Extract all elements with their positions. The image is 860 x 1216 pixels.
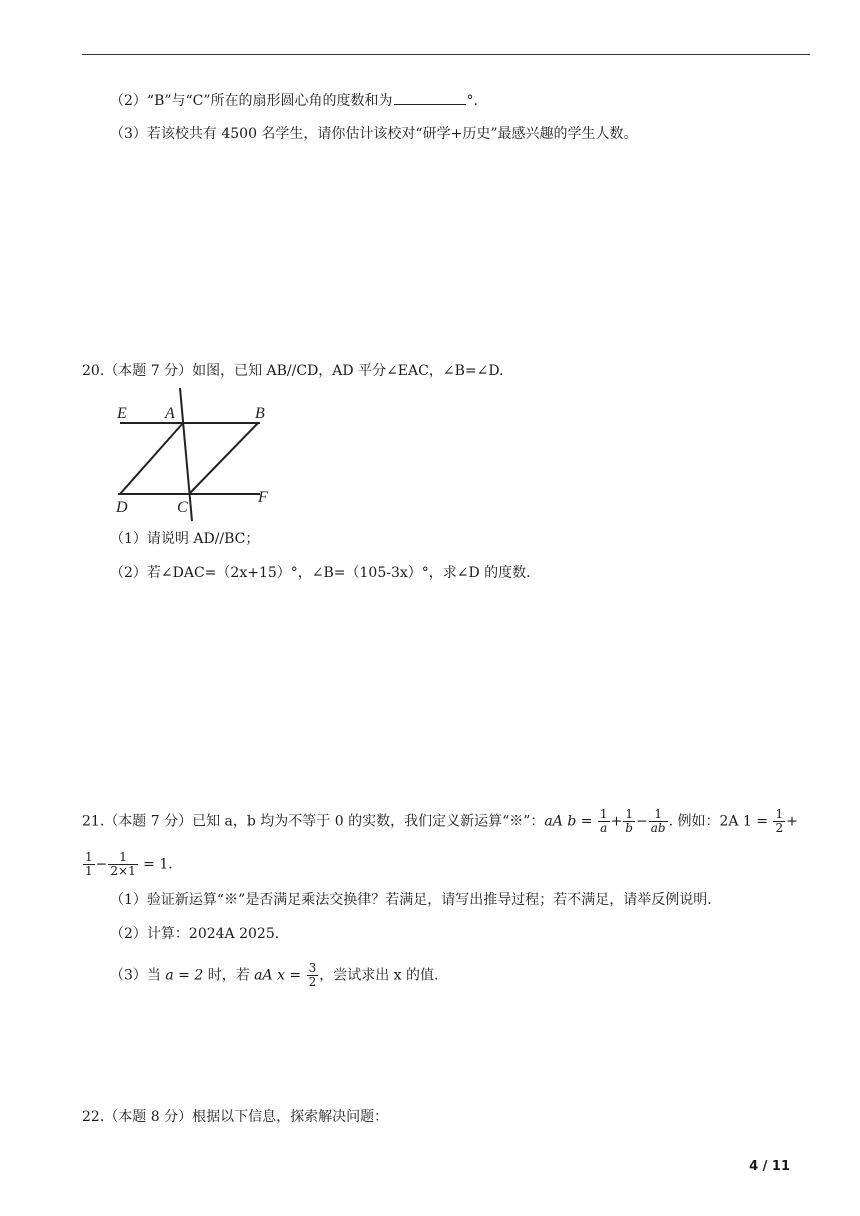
q20-stem: 20.（本题 7 分）如图，已知 AB//CD，AD 平分∠EAC，∠B=∠D. [82, 363, 504, 379]
label-b: B [255, 405, 265, 422]
fraction-1-over-a: $\frac{1}{a}$ [599, 807, 608, 835]
header-rule [82, 54, 810, 55]
segment-ad [120, 423, 183, 494]
parallel-lines-figure [112, 388, 282, 527]
fraction-1-over-2: $\frac{1}{2}$ [775, 807, 784, 835]
q21-part1: （1）验证新运算“※”是否满足乘法交换律？若满足，请写出推导过程；若不满足，请举反例说明. [110, 892, 712, 908]
q21-stem: 21.（本题 7 分）已知 a，b 均为不等于 0 的实数，我们定义新运算“※”：aA b = $\frac{1}{a}$ + $\frac{1}{b}$ − $\frac{1}{ab}$ . 例如：2A 1 = $\frac{1}{2}$ + [82, 807, 798, 835]
q21-part3: （3）当 a = 2 时，若 aA x = $\frac{3}{2}$ ，尝试求出 x 的值. [110, 961, 439, 989]
page-number: 4 / 11 [749, 1159, 790, 1174]
q20-part1: （1）请说明 AD//BC； [110, 531, 260, 547]
label-a: A [165, 405, 175, 422]
fraction-1-over-b: $\frac{1}{b}$ [625, 807, 633, 835]
q21-part2: （2）计算：2024A 2025. [110, 926, 280, 942]
segment-bc [189, 423, 258, 494]
label-f: F [258, 489, 268, 506]
fraction-1-over-1: $\frac{1}{1}$ [85, 850, 93, 878]
answer-blank[interactable] [394, 91, 466, 105]
q19-part3: （3）若该校共有 4500 名学生，请你估计该校对“研学+历史”最感兴趣的学生人数。 [110, 126, 638, 142]
geometry-diagram [112, 388, 282, 523]
fraction-1-over-ab: $\frac{1}{ab}$ [650, 807, 666, 835]
q22-stem: 22.（本题 8 分）根据以下信息，探索解决问题： [82, 1109, 389, 1125]
q20-part2: （2）若∠DAC=（2x+15）°，∠B=（105-3x）°，求∠D 的度数. [110, 565, 531, 581]
label-e: E [117, 405, 127, 422]
label-d: D [116, 499, 128, 516]
q21-stem-continued: $\frac{1}{1}$ − $\frac{1}{2\times 1}$ = 1． [85, 850, 183, 878]
fraction-3-over-2: $\frac{3}{2}$ [308, 961, 317, 989]
label-c: C [177, 499, 188, 516]
q19-part2: （2）“B”与“C”所在的扇形圆心角的度数和为 °. [110, 93, 478, 109]
fraction-1-over-2x1: $\frac{1}{2\times 1}$ [110, 850, 136, 878]
